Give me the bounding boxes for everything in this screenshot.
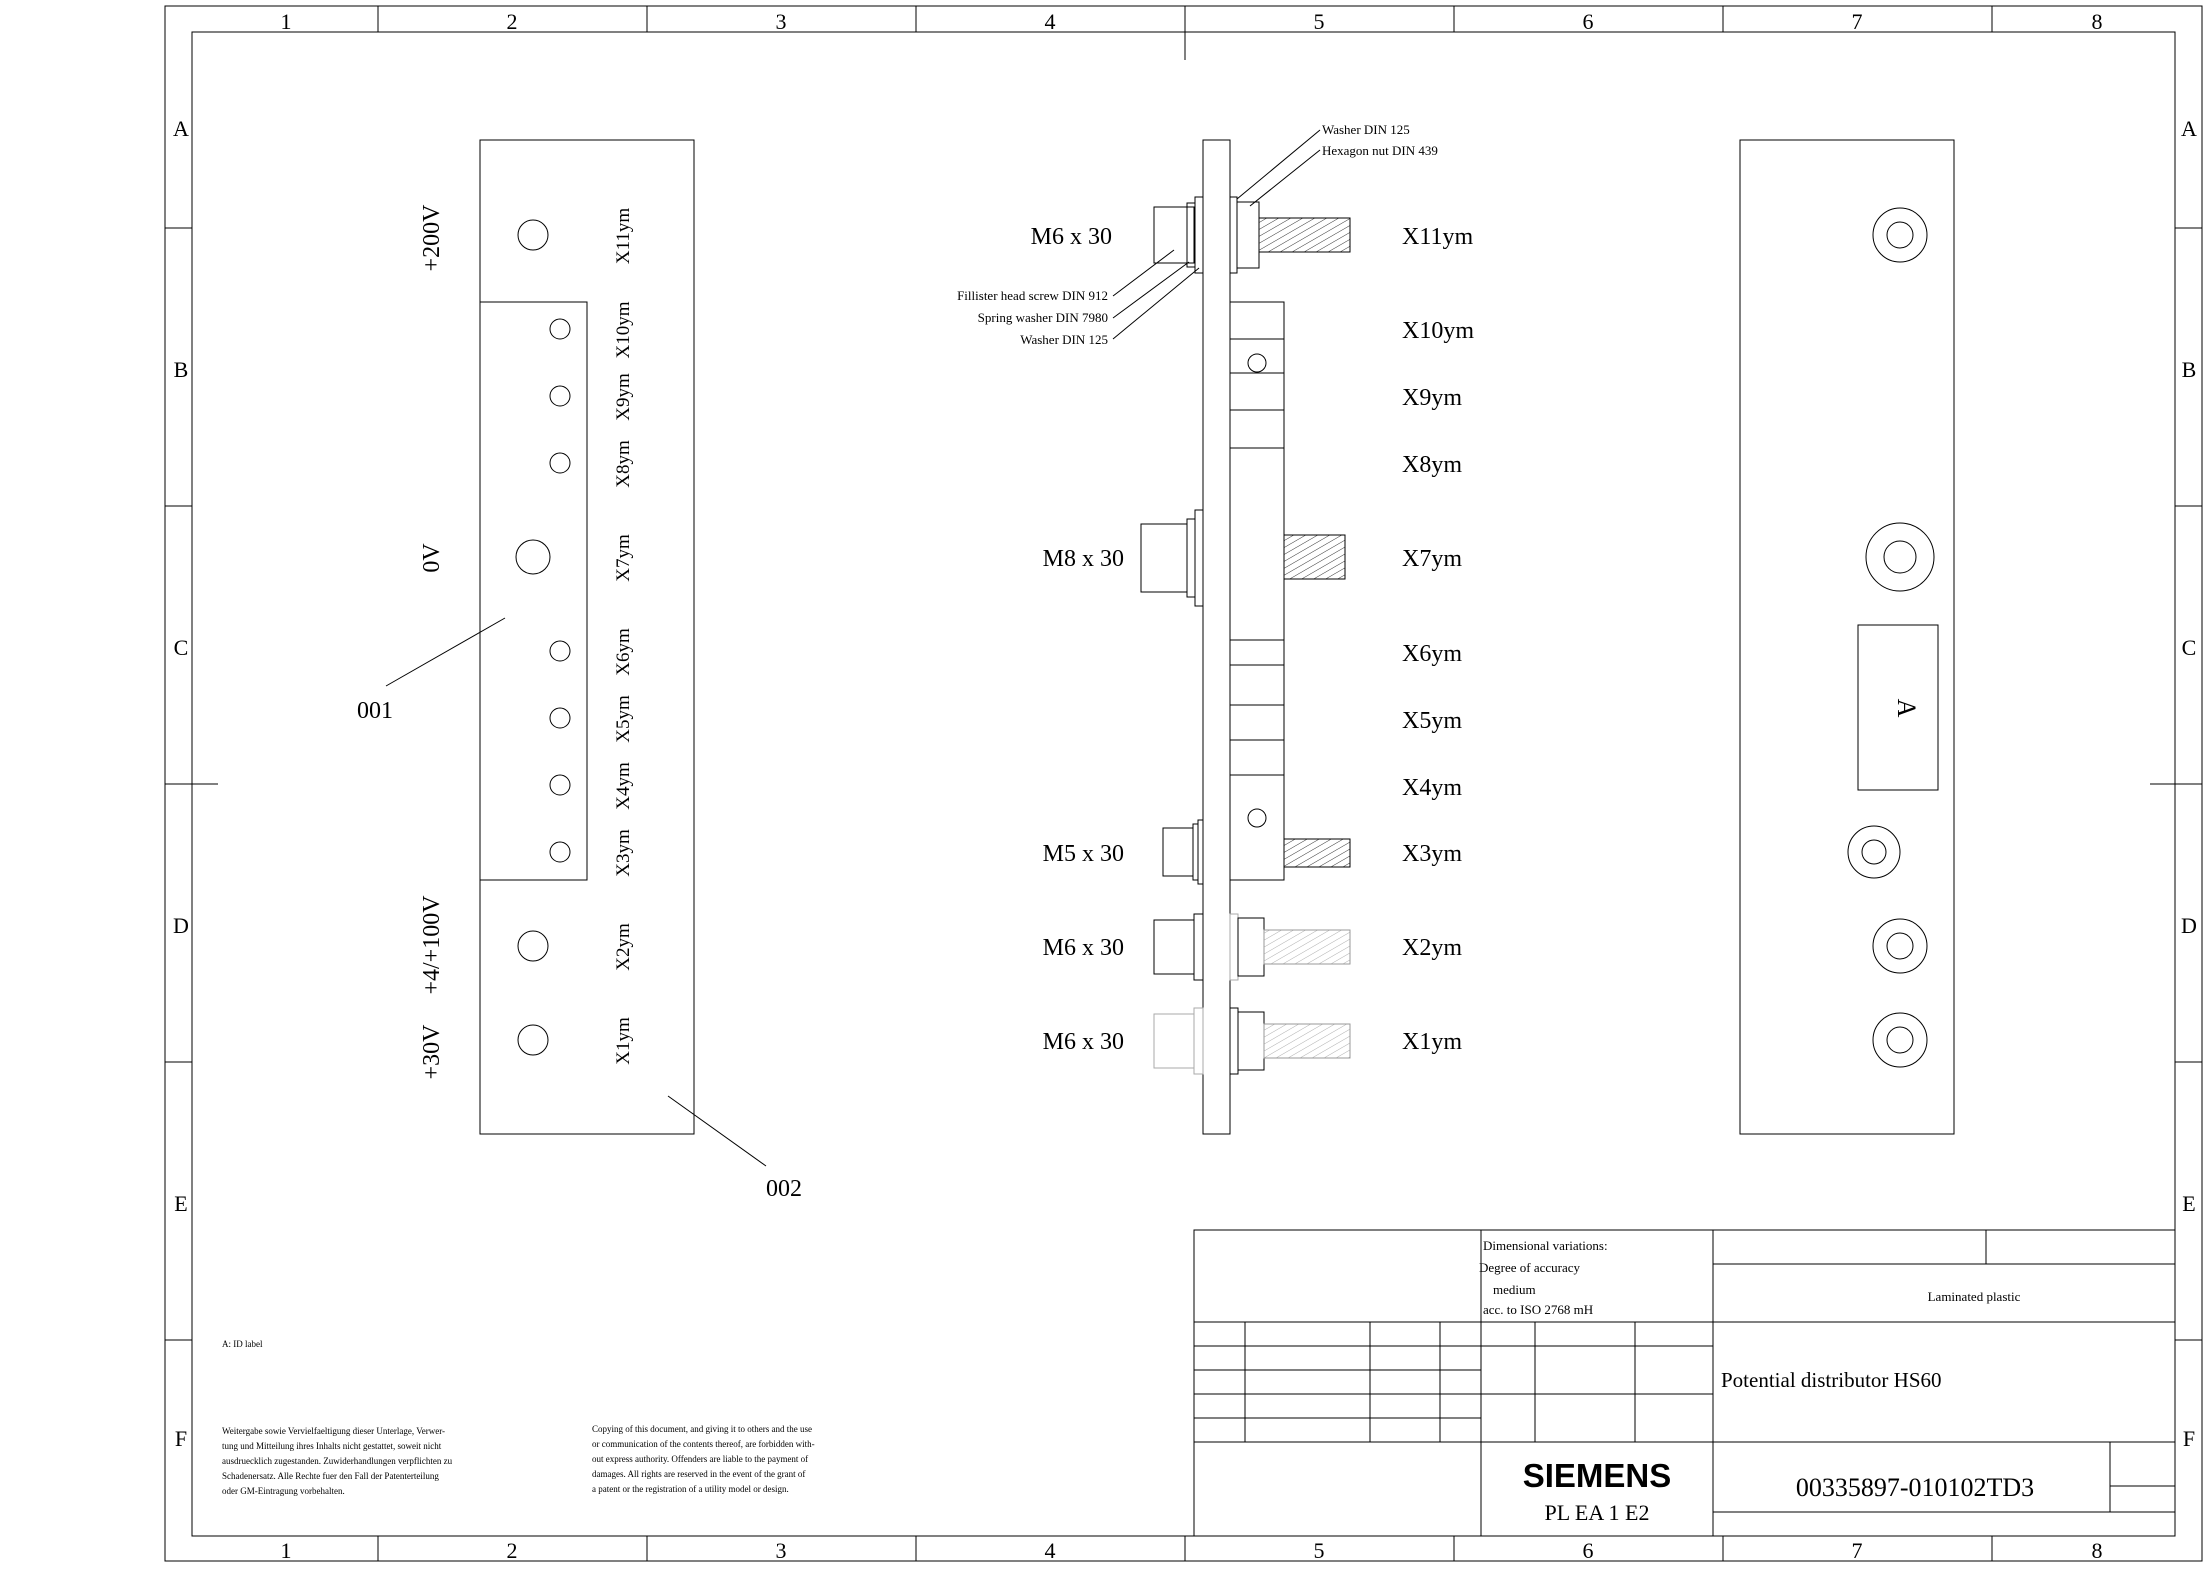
terminal-label-x11: X11ym (613, 207, 634, 265)
voltage-label-100v: +4/+100V (419, 895, 445, 995)
row-label-b: B (173, 357, 189, 382)
side-terminal-x3: X3ym (1402, 841, 1462, 867)
notice-en-line-1: Copying of this document, and giving it to others and the use (592, 1424, 812, 1434)
terminal-label-x5: X5ym (613, 695, 634, 743)
row-label-b-right: B (2181, 357, 2197, 382)
terminal-label-x9: X9ym (613, 373, 634, 421)
row-label-a: A (173, 116, 189, 141)
col-label-5-bottom: 5 (1313, 1538, 1325, 1563)
col-label-8: 8 (2091, 9, 2103, 34)
col-label-4: 4 (1044, 9, 1056, 34)
terminal-label-x10: X10ym (613, 301, 634, 359)
annotation-spring-washer: Spring washer DIN 7980 (977, 310, 1108, 325)
side-terminal-x10: X10ym (1402, 318, 1474, 344)
title-block (1194, 1230, 2175, 1536)
col-label-3-bottom: 3 (775, 1538, 787, 1563)
row-label-d-right: D (2181, 913, 2197, 938)
row-label-c-right: C (2181, 635, 2197, 660)
side-terminal-x2: X2ym (1402, 935, 1462, 961)
side-terminal-x4: X4ym (1402, 775, 1462, 801)
bolt-assembly-x2 (1154, 914, 1350, 980)
drawing-number: 00335897-010102TD3 (1795, 1473, 2035, 1502)
center-view (957, 122, 1474, 1134)
col-label-6-bottom: 6 (1582, 1538, 1594, 1563)
row-label-f: F (174, 1426, 188, 1451)
bolt-assembly-x11 (1154, 197, 1350, 273)
row-label-a-right: A (2181, 116, 2197, 141)
annotation-washer-top: Washer DIN 125 (1322, 122, 1410, 137)
notice-de-line-2: tung und Mitteilung ihres Inhalts nicht gestattet, soweit nicht (222, 1441, 442, 1451)
small-note-label: A: ID label (222, 1339, 263, 1349)
notice-en-line-2: or communication of the contents thereof, are forbidden with- (592, 1439, 815, 1449)
dim-variations-line-1: Dimensional variations: (1483, 1238, 1608, 1253)
copyright-notice-de (222, 1426, 453, 1496)
notice-en-line-4: damages. All rights are reserved in the event of the grant of (592, 1469, 806, 1479)
notice-en-line-5: a patent or the registration of a utility model or design. (592, 1484, 789, 1494)
terminal-label-x8: X8ym (613, 440, 634, 488)
row-label-e: E (174, 1191, 188, 1216)
col-label-6: 6 (1582, 9, 1594, 34)
terminal-label-x7: X7ym (613, 534, 634, 582)
col-label-2: 2 (506, 9, 518, 34)
insulator-block (480, 302, 587, 880)
material-text: Laminated plastic (1927, 1289, 2021, 1304)
screw-label-x1: M6 x 30 (1042, 1029, 1124, 1055)
drawing-frame (165, 6, 2202, 1563)
drawing-title: Potential distributor HS60 (1721, 1368, 1942, 1392)
screw-label-x2: M6 x 30 (1042, 935, 1124, 961)
bolt-assembly-x7 (1141, 510, 1345, 606)
copyright-notice-en (592, 1424, 815, 1494)
annotation-hexagon-nut: Hexagon nut DIN 439 (1322, 143, 1438, 158)
dim-variations-line-4: acc. to ISO 2768 mH (1483, 1302, 1594, 1317)
annotation-fillister-screw: Fillister head screw DIN 912 (957, 288, 1108, 303)
left-view (357, 140, 802, 1202)
col-label-3: 3 (775, 9, 787, 34)
col-label-4-bottom: 4 (1044, 1538, 1056, 1563)
voltage-label-30v: +30V (419, 1024, 445, 1080)
row-label-d: D (173, 913, 189, 938)
side-terminal-x6: X6ym (1402, 641, 1462, 667)
row-label-c: C (173, 635, 189, 660)
mounting-plate (1203, 140, 1230, 1134)
dim-variations-line-2: Degree of accuracy (1479, 1260, 1581, 1275)
siemens-logo: SIEMENS (1522, 1457, 1672, 1494)
right-view (1740, 140, 1954, 1134)
voltage-label-0v: 0V (419, 543, 445, 573)
col-label-8-bottom: 8 (2091, 1538, 2103, 1563)
col-label-2-bottom: 2 (506, 1538, 518, 1563)
col-label-1-bottom: 1 (280, 1538, 292, 1563)
terminal-label-x1: X1ym (613, 1017, 634, 1065)
row-label-e-right: E (2182, 1191, 2196, 1216)
terminal-label-x4: X4ym (613, 762, 634, 810)
side-terminal-x8: X8ym (1402, 452, 1462, 478)
side-terminal-x9: X9ym (1402, 385, 1462, 411)
side-terminal-x5: X5ym (1402, 708, 1462, 734)
side-terminal-x11: X11ym (1402, 224, 1474, 250)
col-label-7-bottom: 7 (1851, 1538, 1863, 1563)
insulator-side (1230, 302, 1284, 880)
terminal-label-x6: X6ym (613, 628, 634, 676)
terminal-label-x2: X2ym (613, 923, 634, 971)
col-label-5: 5 (1313, 9, 1325, 34)
side-terminal-x7: X7ym (1402, 546, 1462, 572)
terminal-holes (516, 220, 570, 1055)
callout-002: 002 (766, 1176, 802, 1202)
screw-label-x11: M6 x 30 (1030, 224, 1112, 250)
col-label-7: 7 (1851, 9, 1863, 34)
voltage-label-200v: +200V (419, 204, 445, 272)
id-label-marker: A (1892, 698, 1921, 718)
terminal-label-x3: X3ym (613, 829, 634, 877)
screw-label-x7: M8 x 30 (1042, 546, 1124, 572)
annotation-washer-bottom: Washer DIN 125 (1020, 332, 1108, 347)
bolt-assembly-x1 (1154, 1008, 1350, 1074)
notice-de-line-4: Schadenersatz. Alle Rechte fuer den Fall der Patenterteilung (222, 1471, 439, 1481)
bolt-assembly-x3 (1163, 820, 1350, 884)
row-label-f-right: F (2182, 1426, 2196, 1451)
notice-en-line-3: out express authority. Offenders are liable to the payment of (592, 1454, 809, 1464)
callout-001: 001 (357, 698, 393, 724)
screw-label-x3: M5 x 30 (1042, 841, 1124, 867)
notice-de-line-1: Weitergabe sowie Vervielfaeltigung dieser Unterlage, Verwer- (222, 1426, 446, 1436)
department-code: PL EA 1 E2 (1544, 1500, 1650, 1525)
nut-circles (1848, 208, 1934, 1067)
col-label-1: 1 (280, 9, 292, 34)
base-plate-bottom (1740, 140, 1954, 1134)
notice-de-line-5: oder GM-Eintragung vorbehalten. (222, 1486, 345, 1496)
dim-variations-line-3: medium (1493, 1282, 1536, 1297)
notice-de-line-3: ausdruecklich zugestanden. Zuwiderhandlungen verpflichten zu (222, 1456, 453, 1466)
side-terminal-x1: X1ym (1402, 1029, 1462, 1055)
